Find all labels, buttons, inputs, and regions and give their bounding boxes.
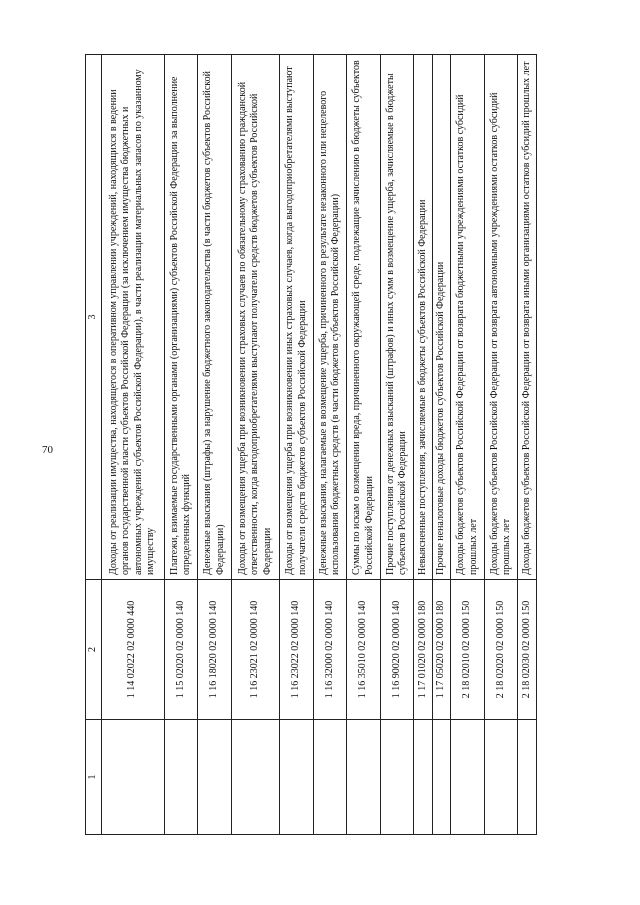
budget-code: 1 16 18020 02 0000 140 xyxy=(198,580,232,720)
row-col-1 xyxy=(280,720,314,835)
budget-code: 1 14 02022 02 0000 440 xyxy=(101,580,164,720)
budget-description: Доходы бюджетов субъектов Российской Федерации от возврата бюджетными учреждениями остатков субсидий прошлых лет xyxy=(451,55,485,580)
row-col-1 xyxy=(231,720,279,835)
budget-code: 1 16 23021 02 0000 140 xyxy=(231,580,279,720)
budget-description: Денежные взыскания (штрафы) за нарушение бюджетного законодательства (в части бюджетов субъектов Российской Федерации) xyxy=(198,55,232,580)
budget-description: Платежи, взимаемые государственными органами (организациями) субъектов Российской Федерации за выполнение определенных функций xyxy=(164,55,198,580)
budget-description: Доходы от реализации имущества, находящегося в оперативном управлении учреждений, находящихся в ведении органов государственной власти субъектов Российской Федерации (за исключением имущества бюджетных и автономных учреждений субъектов Российской Федерации), в части реализации материальных запасов по указанному имуществу xyxy=(101,55,164,580)
row-col-1 xyxy=(347,720,381,835)
row-col-1 xyxy=(432,720,451,835)
table-row xyxy=(414,55,433,835)
page-number: 70 xyxy=(42,444,53,456)
header-col-2: 2 xyxy=(86,580,102,720)
budget-code: 1 16 32000 02 0000 140 xyxy=(313,580,347,720)
table-row xyxy=(164,55,198,835)
table-row xyxy=(280,55,314,835)
row-col-1 xyxy=(451,720,485,835)
row-col-1 xyxy=(164,720,198,835)
row-col-1 xyxy=(313,720,347,835)
row-col-1 xyxy=(518,720,537,835)
table-row xyxy=(484,55,518,835)
row-col-1 xyxy=(380,720,414,835)
budget-codes-table xyxy=(85,54,537,835)
row-col-1 xyxy=(484,720,518,835)
budget-description: Прочие неналоговые доходы бюджетов субъектов Российской Федерации xyxy=(432,55,451,580)
budget-description: Невыясненные поступления, зачисляемые в бюджеты субъектов Российской Федерации xyxy=(414,55,433,580)
budget-code: 2 18 02030 02 0000 150 xyxy=(518,580,537,720)
row-col-1 xyxy=(198,720,232,835)
header-col-3: 3 xyxy=(86,55,102,580)
table-body xyxy=(101,55,537,835)
row-col-1 xyxy=(101,720,164,835)
budget-code: 1 17 01020 02 0000 180 xyxy=(414,580,433,720)
table-row xyxy=(432,55,451,835)
table-row xyxy=(101,55,164,835)
row-col-1 xyxy=(414,720,433,835)
budget-code: 1 16 23022 02 0000 140 xyxy=(280,580,314,720)
budget-code: 1 17 05020 02 0000 180 xyxy=(432,580,451,720)
budget-code: 1 16 90020 02 0000 140 xyxy=(380,580,414,720)
budget-code: 1 15 02020 02 0000 140 xyxy=(164,580,198,720)
budget-code: 2 18 02010 02 0000 150 xyxy=(451,580,485,720)
budget-table-rotated xyxy=(85,55,537,835)
table-row xyxy=(231,55,279,835)
budget-description: Доходы от возмещения ущерба при возникновении страховых случаев по обязательному страхованию гражданской ответственности, когда выгодоприобретателями выступают получатели средств бюджетов субъектов Российской Федерации xyxy=(231,55,279,580)
budget-code: 1 16 35010 02 0000 140 xyxy=(347,580,381,720)
table-row xyxy=(347,55,381,835)
table-row xyxy=(313,55,347,835)
budget-description: Доходы бюджетов субъектов Российской Федерации от возврата автономными учреждениями остатков субсидий прошлых лет xyxy=(484,55,518,580)
budget-description: Денежные взыскания, налагаемые в возмещение ущерба, причиненного в результате незаконного или нецелевого использования бюджетных средств (в части бюджетов субъектов Российской Федерации) xyxy=(313,55,347,580)
table-row xyxy=(451,55,485,835)
table-row xyxy=(380,55,414,835)
table-row xyxy=(198,55,232,835)
header-col-1: 1 xyxy=(86,720,102,835)
table-row xyxy=(518,55,537,835)
budget-description: Доходы от возмещения ущерба при возникновении иных страховых случаев, когда выгодоприобретателями выступают получатели средств бюджетов субъектов Российской Федерации xyxy=(280,55,314,580)
budget-code: 2 18 02020 02 0000 150 xyxy=(484,580,518,720)
header-row xyxy=(86,55,102,835)
budget-description: Доходы бюджетов субъектов Российской Федерации от возврата иными организациями остатков субсидий прошлых лет xyxy=(518,55,537,580)
budget-description: Суммы по искам о возмещении вреда, причиненного окружающей среде, подлежащие зачислению в бюджеты субъектов Российской Федерации xyxy=(347,55,381,580)
budget-description: Прочие поступления от денежных взысканий (штрафов) и иных сумм в возмещение ущерба, зачисляемые в бюджеты субъектов Российской Федерации xyxy=(380,55,414,580)
